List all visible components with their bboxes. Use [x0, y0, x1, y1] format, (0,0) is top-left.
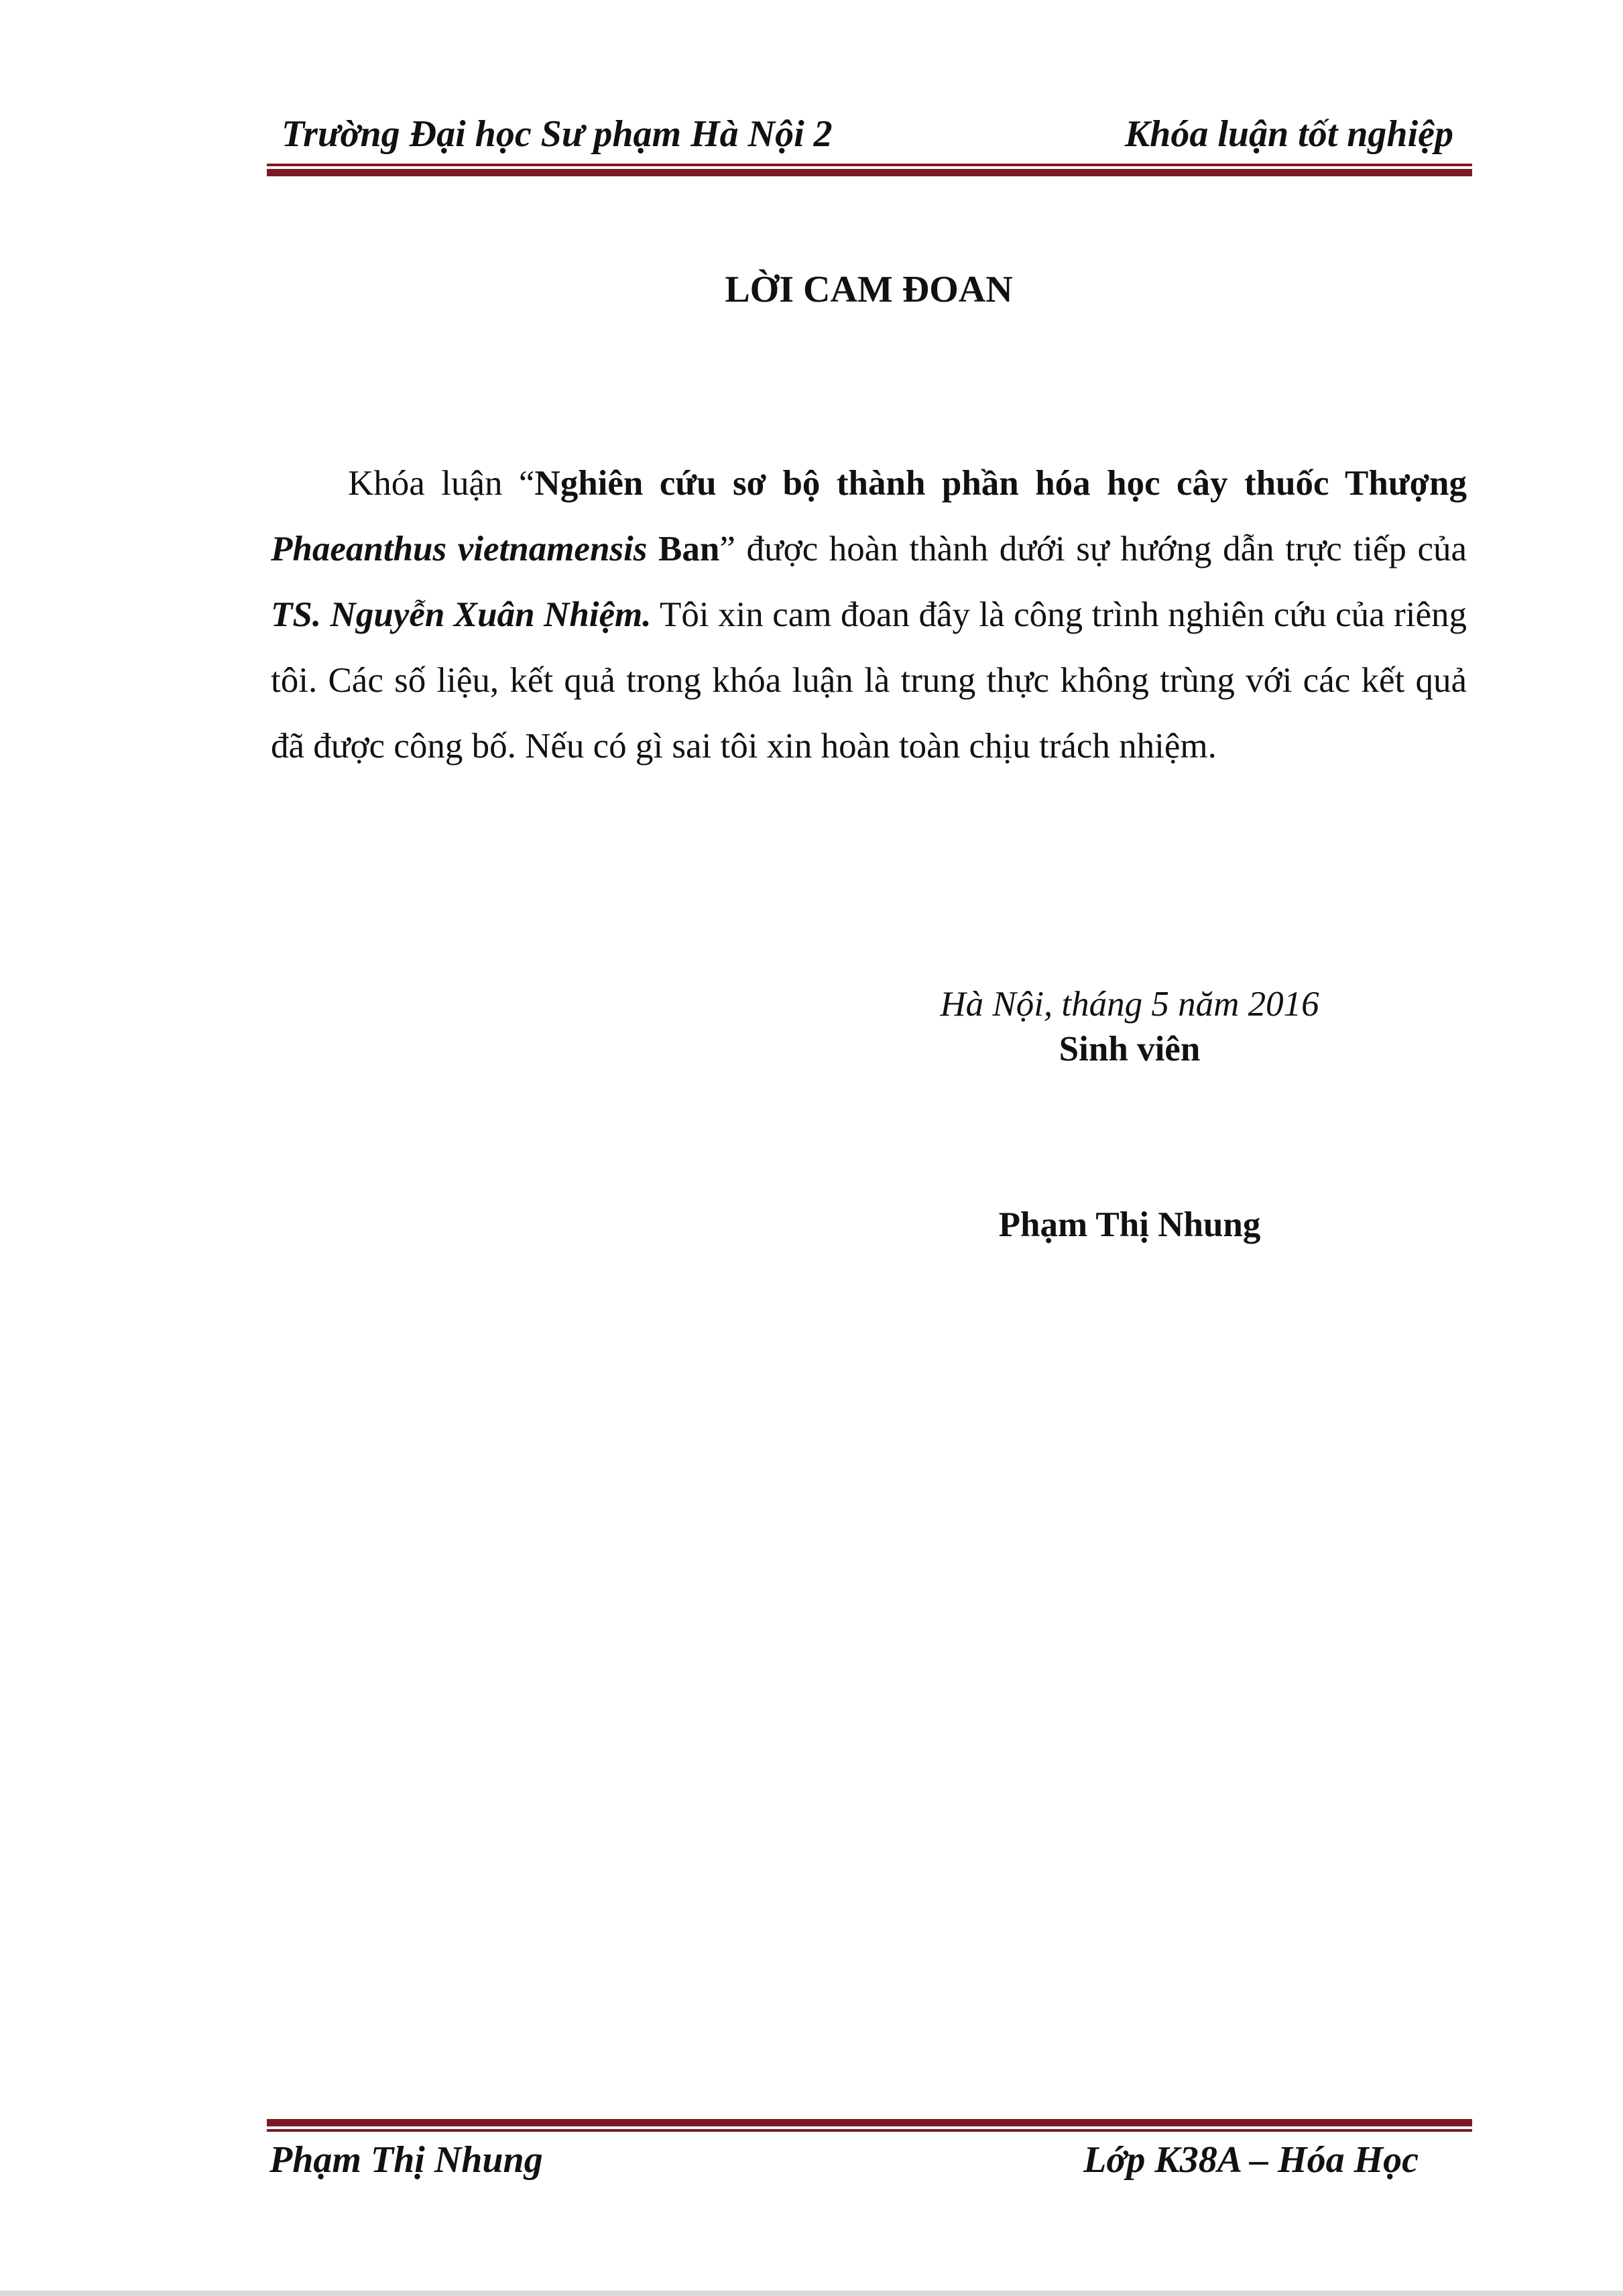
header-document-type: Khóa luận tốt nghiệp	[1124, 113, 1453, 155]
signature-date: Hà Nội, tháng 5 năm 2016	[940, 985, 1319, 1024]
declaration-paragraph	[271, 450, 1467, 779]
signature-name: Phạm Thị Nhung	[998, 1205, 1261, 1244]
thesis-title: Nghiên cứu sơ bộ thành phần hóa học cây thuốc Thượng	[534, 464, 1467, 503]
body-after-title: ” được hoàn thành dưới sự hướng dẫn trực tiếp của	[719, 530, 1467, 568]
species-name: Phaeanthus vietnamensis	[271, 530, 648, 568]
header-rule-thick	[267, 169, 1472, 176]
page-title: LỜI CAM ĐOAN	[725, 269, 1013, 310]
footer-class: Lớp K38A – Hóa Học	[1083, 2139, 1419, 2181]
page-edge-divider	[0, 2291, 1623, 2296]
footer-rule-thin	[267, 2129, 1472, 2132]
body-intro: Khóa luận “	[348, 464, 535, 503]
page-header	[268, 113, 1461, 166]
species-author: Ban	[647, 530, 720, 568]
body-closing: Tôi xin cam đoan đây là công trình nghiên cứu của riêng tôi. Các số liệu, kết quả trong khóa luận là trung thực không trùng với các kết quả đã được công bố. Nếu có gì sai tôi xin hoàn toàn chịu trách nhiệm.	[271, 595, 1467, 766]
header-rule-thin	[267, 164, 1472, 166]
advisor-name: TS. Nguyễn Xuân Nhiệm.	[271, 595, 652, 634]
signature-role: Sinh viên	[1059, 1030, 1201, 1069]
footer-author: Phạm Thị Nhung	[269, 2139, 543, 2181]
header-university: Trường Đại học Sư phạm Hà Nội 2	[282, 113, 833, 155]
footer-rule-thick	[267, 2119, 1472, 2126]
page-footer	[268, 2138, 1461, 2192]
